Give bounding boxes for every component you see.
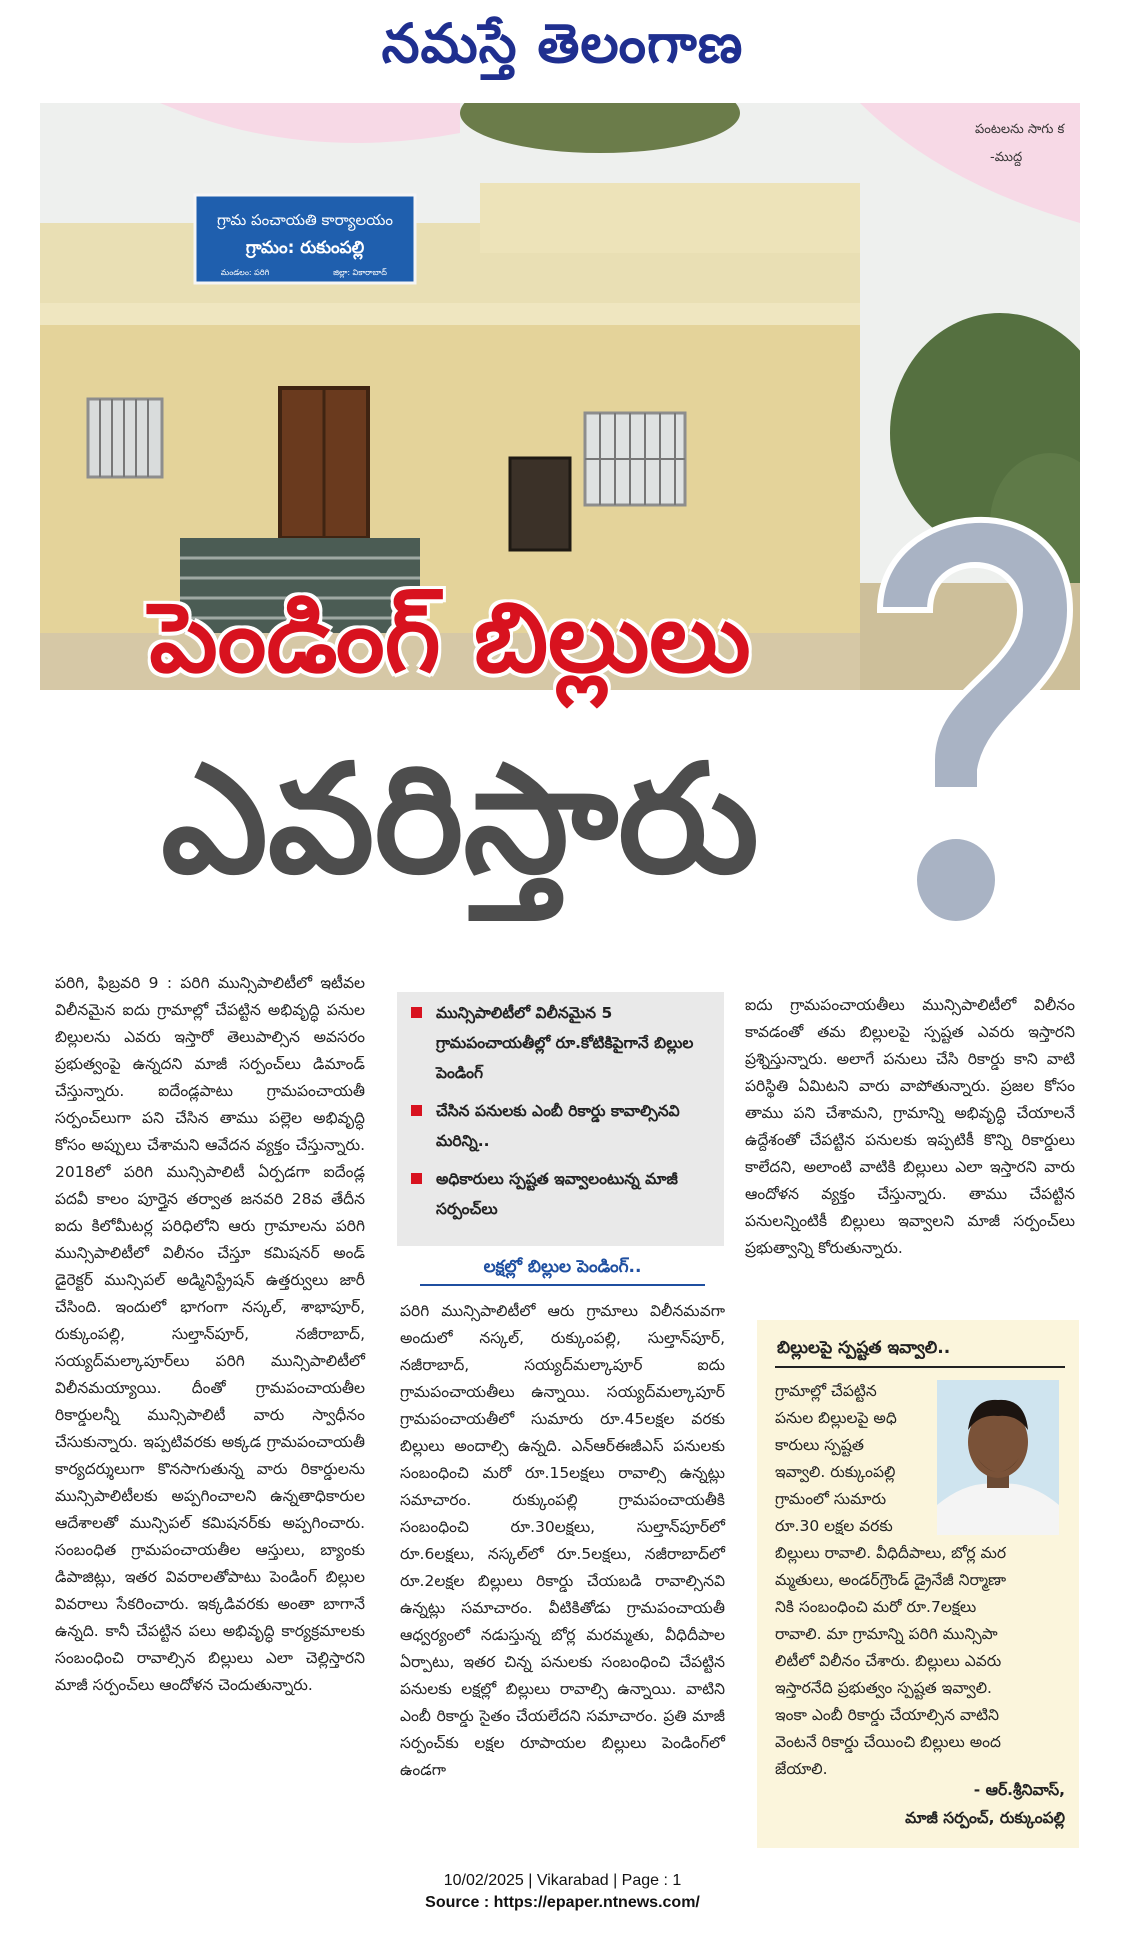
sidebar-sign-role: మాజీ సర్పంచ్, రుక్కుంపల్లి [905, 1809, 1065, 1827]
sign-line1: గ్రామ పంచాయతి కార్యాలయం [216, 211, 394, 229]
sign-line2: గ్రామం: రుకుంపల్లి [245, 238, 365, 258]
sign-small-right: జిల్లా: వికారాబాద్ [333, 268, 387, 277]
quote-sidebar [757, 1320, 1079, 1848]
sidebar-title: బిల్లులపై స్పష్టత ఇవ్వాలి.. [777, 1338, 951, 1358]
subhead-divider [420, 1284, 705, 1286]
highlight-item [397, 992, 724, 1090]
section-subhead: లక్షల్లో బిల్లుల పెండింగ్.. [483, 1257, 642, 1277]
headline-line2: ఎవరిస్తారు [161, 733, 759, 907]
article-column-1: పరిగి, ఫిబ్రవరి 9 : పరిగి మున్సిపాలిటీలో ఇటీవల విలీనమైన ఐదు గ్రామాల్లో చేపట్టిన అభివృద్ధి పనుల బిల్లులను ఎవరు ఇస్తారో తెలుపాల్సిన అవసరం ప్రభుత్వంపై ఉన్నదని మాజీ సర్పంచ్‌లు డిమాండ్ చేస్తున్నారు. ఐదేండ్లపాటు గ్రామపంచాయతీ సర్పంచ్‌లుగా పని చేసిన తాము పల్లెల అభివృద్ధి కోసం అప్పులు చేశామని ఆవేదన వ్యక్తం చేస్తున్నారు. 2018లో పరిగి మున్సిపాలిటీ ఏర్పడగా ఐదేండ్ల పదవీ కాలం పూర్తైన తర్వాత జనవరి 28వ తేదీన ఐదు కిలోమీటర్ల పరిధిలోని ఆరు గ్రామాలను పరిగి మున్సిపాలిటీలో విలీనం చేస్తూ కమిషనర్ అండ్ డైరెక్టర్ మున్సిపల్ అడ్మినిస్ట్రేషన్ ఉత్తర్వులు జారీ చేసింది. ఇందులో భాగంగా నస్కల్, శాభాపూర్, రుక్కుంపల్లి, సుల్తాన్‌పూర్, నజీరాబాద్, సయ్యద్‌మల్కాపూర్‌లు పరిగి మున్సిపాలిటీలో విలీనమయ్యాయి. దీంతో గ్రామపంచాయతీల రికార్డులన్నీ మున్సిపాలిటీ వారు స్వాధీనం చేసుకున్నారు. ఇప్పటివరకు అక్కడ గ్రామపంచాయతీ కార్యదర్శులుగా కొనసాగుతున్న వారు రికార్డులను మున్సిపాలిటీలకు అప్పగించాలని ఉన్నతాధికారుల ఆదేశాలతో మున్సిపల్ కమిషనర్‌కు అప్పగించారు. సంబంధిత గ్రామపంచాయతీల ఆస్తులు, బ్యాంకు డిపాజిట్లు, ఇతర వివరాలతోపాటు పెండింగ్ బిల్లుల వివరాలు సేకరించారు. ఇక్కడివరకు అంతా బాగానే ఉన్నది. కానీ చేపట్టిన పలు అభివృద్ధి కార్యక్రమాలకు సంబంధించి రావాల్సిన బిల్లులు ఎలా చెల్లిస్తారని మాజీ సర్పంచ్‌లు ఆందోళన చెందుతున్నారు. [55, 974, 365, 1694]
highlight-text: చేసిన పనులకు ఎంబీ రికార్డు కావాల్సినవి మరిన్ని.. [436, 1102, 680, 1150]
photo-top-right-line1: పంటలను సాగు క [975, 122, 1065, 137]
masthead [0, 0, 1125, 100]
footer-edition: 10/02/2025 | Vikarabad | Page : 1 [443, 1872, 682, 1889]
sidebar-signature [775, 1776, 1065, 1832]
highlight-text: అధికారులు స్పష్టత ఇవ్వాలంటున్న మాజీ సర్పంచ్‌లు [436, 1170, 678, 1218]
sidebar-divider [775, 1366, 1065, 1368]
sidebar-sign-name: - ఆర్.శ్రీనివాస్, [973, 1781, 1065, 1799]
highlight-item [397, 1158, 724, 1226]
highlight-text: మున్సిపాలిటీలో విలీనమైన 5 గ్రామపంచాయతీల్లో రూ.కోటికిపైగానే బిల్లుల పెండింగ్ [436, 1004, 694, 1082]
photo-top-right-line2: -ముద్ద [990, 150, 1023, 165]
headline-line1: పెండింగ్ బిల్లులు [149, 582, 751, 694]
page-footer [0, 1870, 1125, 1914]
highlights-box [397, 992, 724, 1246]
article-column-2: పరిగి మున్సిపాలిటీలో ఆరు గ్రామాలు విలీనమవగా అందులో నస్కల్, రుక్కుంపల్లి, సుల్తాన్‌పూర్, నజీరాబాద్, సయ్యద్‌మల్కాపూర్ ఐదు గ్రామపంచాయతీలు ఉన్నాయి. సయ్యద్‌మల్కాపూర్ గ్రామపంచాయతీలో సుమారు రూ.45లక్షల వరకు బిల్లులు అందాల్సి ఉన్నది. ఎన్‌ఆర్‌ఈజీఎస్ పనులకు సంబంధించి మరో రూ.15లక్షలు రావాల్సి ఉన్నట్లు సమాచారం. రుక్కుంపల్లి గ్రామపంచాయతీకి సంబంధించి రూ.30లక్షలు, సుల్తాన్‌పూర్‌లో రూ.6లక్షలు, నస్కల్‌లో రూ.5లక్షలు, నజీరాబాద్‌లో రూ.2లక్షల బిల్లులు రికార్డు చేయబడి రావాల్సినవి ఉన్నట్లు సమాచారం. వీటికితోడు గ్రామపంచాయతీ ఆధ్వర్యంలో నడుస్తున్న బోర్ల మరమ్మతు, వీధిదీపాల ఏర్పాటు, ఇతర చిన్న పనులకు సంబంధించి చేపట్టిన పనులకు లక్షల్లో బిల్లులు రావాల్సి ఉన్నాయి. వాటిని ఎంబీ రికార్డు సైతం చేయలేదని సమాచారం. ప్రతి మాజీ సర్పంచ్‌కు లక్షల రూపాయల బిల్లులు పెండింగ్‌లో ఉండగా [400, 1302, 725, 1779]
masthead-title: నమస్తే తెలంగాణ [381, 11, 744, 75]
footer-source: Source : https://epaper.ntnews.com/ [425, 1894, 700, 1911]
sign-small-left: మండలం: పరిగి [220, 268, 270, 277]
article-column-3: ఐదు గ్రామపంచాయతీలు మున్సిపాలిటీలో విలీనం కావడంతో తమ బిల్లులపై స్పష్టత ఎవరు ఇస్తారని ప్రశ్నిస్తున్నారు. అలాగే పనులు చేసి రికార్డు కాని వాటి పరిస్థితి ఏమిటని వారు వాపోతున్నారు. ప్రజల కోసం తాము పని చేశామని, గ్రామాన్ని అభివృద్ధి చేయాలనే ఉద్దేశంతో చేపట్టిన పనులకు ఇప్పటికీ కొన్ని రికార్డులు కాలేదని, అలాంటి వాటికి బిల్లులు ఎలా ఇస్తారని వారు ఆందోళన వ్యక్తం చేస్తున్నారు. తాము చేపట్టిన పనులన్నింటికీ బిల్లులు ఇవ్వాలని మాజీ సర్పంచ్‌లు ప్రభుత్వాన్ని కోరుతున్నారు. [745, 996, 1075, 1257]
bullet-icon [411, 1105, 422, 1116]
bullet-icon [411, 1173, 422, 1184]
question-mark-icon [850, 460, 1090, 930]
highlight-item [397, 1090, 724, 1158]
sidebar-quote-text: గ్రామాల్లో చేపట్టిన పనుల బిల్లులపై అధి కారులు స్పష్టత ఇవ్వాలి. రుక్కుంపల్లి గ్రామంలో సుమారు రూ.30 లక్షల వరకు బిల్లులు రావాలి. వీధిదీపాలు, బోర్ల మర మ్మతులు, అండర్‌గ్రౌండ్ డ్రైనేజీ నిర్మాణా నికి సంబంధించి మరో రూ.7లక్షలు రావాలి. మా గ్రామాన్ని పరిగి మున్సిపా లిటీలో విలీనం చేశారు. బిల్లులు ఎవరు ఇస్తారనేది ప్రభుత్వం స్పష్టత ఇవ్వాలి. ఇంకా ఎంబీ రికార్డు చేయాల్సిన వాటిని వెంటనే రికార్డు చేయించి బిల్లులు అంద జేయాలి. [775, 1382, 1007, 1778]
bullet-icon [411, 1007, 422, 1018]
